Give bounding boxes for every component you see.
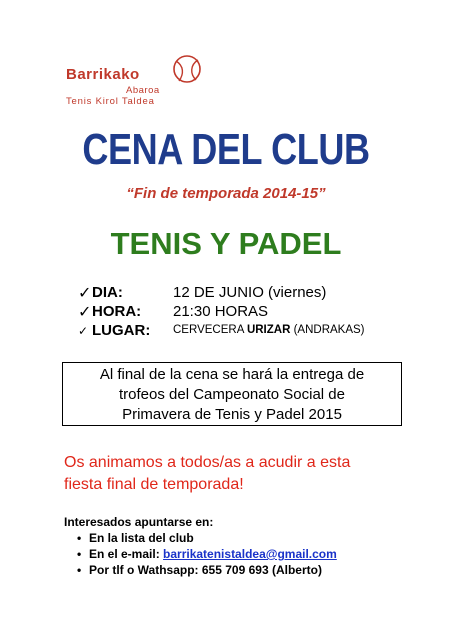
contact-list: [64, 530, 424, 578]
subtitle: “Fin de temporada 2014-15”: [126, 185, 326, 202]
detail-label: DIA:: [92, 284, 123, 301]
detail-label: LUGAR:: [92, 322, 151, 339]
detail-row-dia: [78, 283, 398, 302]
detail-value: [173, 324, 365, 336]
notice-line: trofeos del Campeonato Social de: [119, 386, 345, 403]
bullet-icon: •: [77, 547, 82, 561]
venue-suffix: (ANDRAKAS): [290, 324, 365, 336]
bullet-icon: •: [77, 531, 82, 545]
list-item: [77, 546, 424, 562]
notice-line: Primavera de Tenis y Padel 2015: [122, 406, 342, 423]
checkmark-icon: ✓: [78, 304, 92, 321]
page-title: CENA DEL CLUB: [82, 125, 370, 174]
checkmark-icon: ✓: [78, 324, 89, 338]
contact-text: En el e-mail:: [89, 547, 164, 561]
invitation-text: [64, 452, 424, 496]
list-item: [77, 530, 424, 546]
detail-label: HORA:: [92, 303, 142, 320]
logo-name: Barrikako: [66, 66, 140, 83]
contact-text: En la lista del club: [89, 531, 194, 545]
logo-subname: Abaroa: [126, 85, 160, 96]
detail-value: 21:30 HORAS: [173, 303, 269, 320]
trophy-notice-box: [62, 362, 402, 426]
list-item: [77, 562, 424, 578]
checkmark-icon: ✓: [78, 285, 92, 302]
logo-tagline: Tenis Kirol Taldea: [66, 96, 155, 107]
venue-prefix: CERVECERA: [173, 324, 247, 336]
detail-value: 12 DE JUNIO (viernes): [173, 284, 327, 301]
contact-heading: Interesados apuntarse en:: [64, 515, 214, 529]
headline: TENIS Y PADEL: [110, 226, 342, 261]
invite-line: Os animamos a todos/as a acudir a esta: [64, 454, 351, 471]
bullet-icon: •: [77, 563, 82, 577]
email-link[interactable]: barrikatenistaldea@gmail.com: [163, 547, 337, 561]
tennis-ball-icon: [170, 52, 204, 86]
invite-line: fiesta final de temporada!: [64, 476, 244, 493]
contact-section: [64, 515, 424, 578]
venue-name: URIZAR: [246, 324, 291, 336]
detail-row-hora: [78, 302, 398, 321]
detail-row-lugar: [78, 321, 398, 340]
notice-line: Al final de la cena se hará la entrega de: [99, 366, 365, 383]
club-logo: [66, 46, 216, 112]
contact-text: Por tlf o Wathsapp: 655 709 693 (Alberto): [89, 563, 322, 577]
event-details: [78, 283, 398, 340]
